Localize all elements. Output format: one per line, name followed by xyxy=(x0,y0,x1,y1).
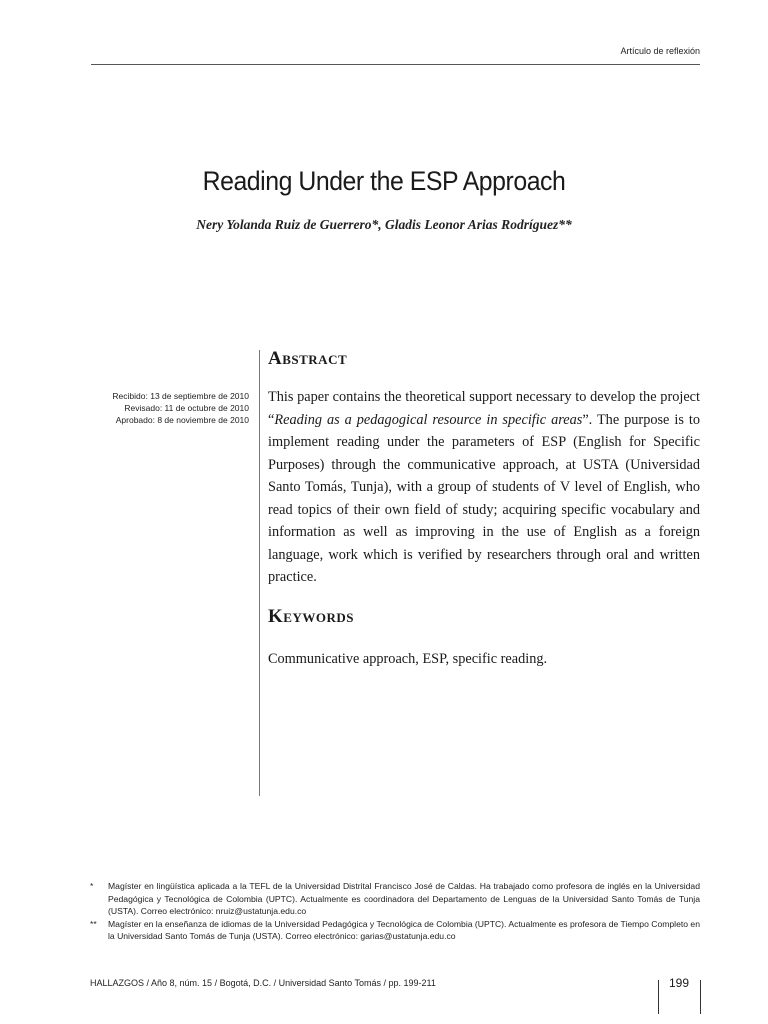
footnote-text: Magíster en la enseñanza de idiomas de la Universidad Pedagógica y Tecnológica de Colombia (UPTC). Actualmente es profesora de Tiempo Completo en la Universidad Santo Tomás de Tunja (USTA). Correo electrónico: garias@ustatunja.edu.co xyxy=(108,918,700,941)
footer-citation: HALLAZGOS / Año 8, núm. 15 / Bogotá, D.C. / Universidad Santo Tomás / pp. 199-211 xyxy=(90,978,436,988)
date-approved: Aprobado: 8 de noviembre de 2010 xyxy=(115,415,249,425)
abstract-text-part2: ”. The purpose is to implement reading under the parameters of ESP (English for Specific Purposes) through the communicative approach, at USTA (Universidad Santo Tomás, Tunja), with a group of students of V level of English, who read topics of their own field of study; acquiring specific vocabulary and information as well as improving in the use of English as a foreign language, work which is verified by researchers through oral and written practice. xyxy=(268,411,700,585)
article-authors: Nery Yolanda Ruiz de Guerrero*, Gladis Leonor Arias Rodríguez** xyxy=(196,217,572,232)
date-received: Recibido: 13 de septiembre de 2010 xyxy=(112,391,249,401)
submission-dates xyxy=(90,390,249,426)
page-number: 199 xyxy=(668,976,690,990)
footnote-mark: * xyxy=(90,881,94,891)
section-label: Artículo de reflexión xyxy=(620,46,700,56)
keywords-body: Communicative approach, ESP, specific reading. xyxy=(268,651,548,667)
article-title: Reading Under the ESP Approach xyxy=(202,166,566,196)
footnote-mark: ** xyxy=(90,918,97,929)
date-revised: Revisado: 11 de octubre de 2010 xyxy=(124,403,249,413)
abstract-project-title: Reading as a pedagogical resource in specific areas xyxy=(274,411,583,428)
footnote xyxy=(90,918,700,943)
keywords-heading: Keywords xyxy=(268,606,354,627)
header-rule xyxy=(91,64,700,65)
column-divider xyxy=(259,350,260,796)
abstract-body xyxy=(268,386,700,589)
page-bar-right xyxy=(700,980,701,1014)
footnote xyxy=(90,880,700,918)
footnotes xyxy=(90,880,700,943)
footnote-text: Magíster en lingüística aplicada a la TEFL de la Universidad Distrital Francisco José de Caldas. Ha trabajado como profesora de inglés en la Universidad Pedagógica y Tecnológica de Colombia (UPTC). Actualmente es coordinadora del Departamento de Lenguas de la Universidad Santo Tomás de Tunja (USTA). Correo electrónico: nruiz@ustatunja.edu.co xyxy=(108,881,700,916)
abstract-heading: Abstract xyxy=(268,348,348,369)
abstract-text-part1: This paper contains the theoretical support necessary to develop the project “ xyxy=(268,389,700,428)
